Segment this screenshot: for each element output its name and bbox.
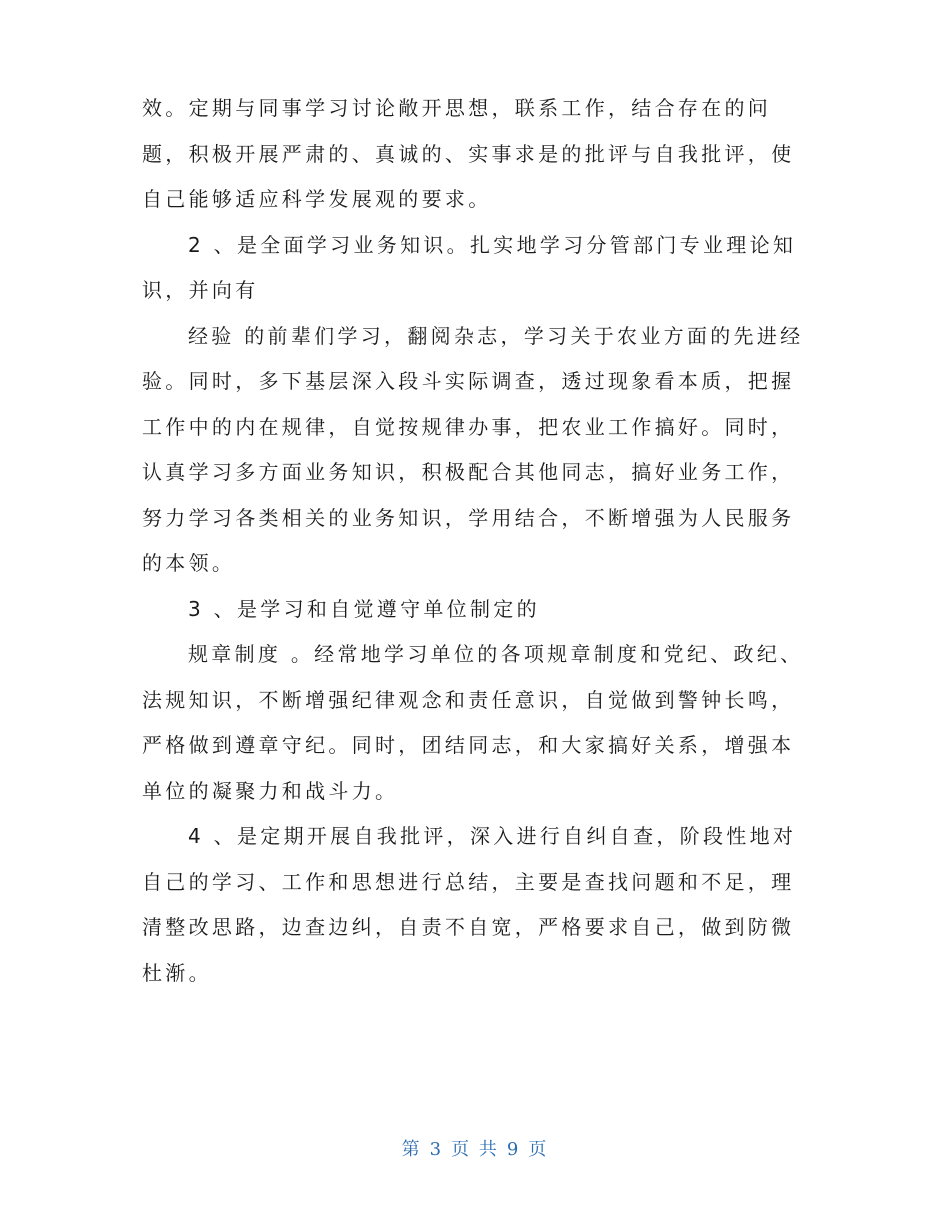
page-label-mid: 页 共 [451, 1139, 499, 1160]
body-text [142, 86, 822, 996]
page-label-suffix: 页 [528, 1139, 549, 1160]
text-line: 法规知识，不断增强纪律观念和责任意识，自觉做到警钟长鸣， [142, 687, 795, 712]
text-line: 题，积极开展严肃的、真诚的、实事求是的批评与自我批评，使 [142, 141, 795, 166]
text-line: 4 、是定期开展自我批评，深入进行自纠自查，阶段性地对 [188, 824, 797, 848]
page-label-prefix: 第 [401, 1139, 422, 1160]
text-line: 经验 的前辈们学习，翻阅杂志，学习关于农业方面的先进经 [188, 323, 804, 348]
text-line: 3 、是学习和自觉遵守单位制定的 [188, 596, 540, 621]
current-page-number: 3 [429, 1139, 444, 1160]
text-line: 自己的学习、工作和思想进行总结，主要是查找问题和不足，理 [142, 869, 795, 894]
text-line: 自己能够适应科学发展观的要求。 [142, 187, 492, 211]
text-line: 杜渐。 [142, 960, 212, 985]
text-line: 识，并向有 [142, 278, 259, 302]
text-line: 清整改思路，边查边纠，自责不自宽，严格要求自己，做到防微 [142, 915, 795, 939]
text-line: 严格做到遵章守纪。同时，团结同志，和大家搞好关系，增强本 [142, 733, 795, 757]
text-line: 工作中的内在规律，自觉按规律办事，把农业工作搞好。同时， [142, 414, 795, 439]
text-line: 认真学习多方面业务知识，积极配合其他同志，搞好业务工作， [142, 460, 795, 484]
text-line: 努力学习各类相关的业务知识，学用结合，不断增强为人民服务 [142, 505, 795, 530]
text-line: 规章制度 。经常地学习单位的各项规章制度和党纪、政纪、 [188, 642, 804, 666]
text-line: 的本领。 [142, 551, 236, 575]
total-pages-number: 9 [506, 1139, 521, 1160]
text-line: 2 、是全面学习业务知识。扎实地学习分管部门专业理论知 [188, 232, 797, 257]
text-line: 验。同时，多下基层深入段斗实际调查，透过现象看本质，把握 [142, 369, 795, 393]
text-line: 效。定期与同事学习讨论敞开思想，联系工作，结合存在的问 [142, 96, 772, 120]
text-line: 单位的凝聚力和战斗力。 [142, 778, 399, 803]
page-footer [0, 1135, 950, 1161]
